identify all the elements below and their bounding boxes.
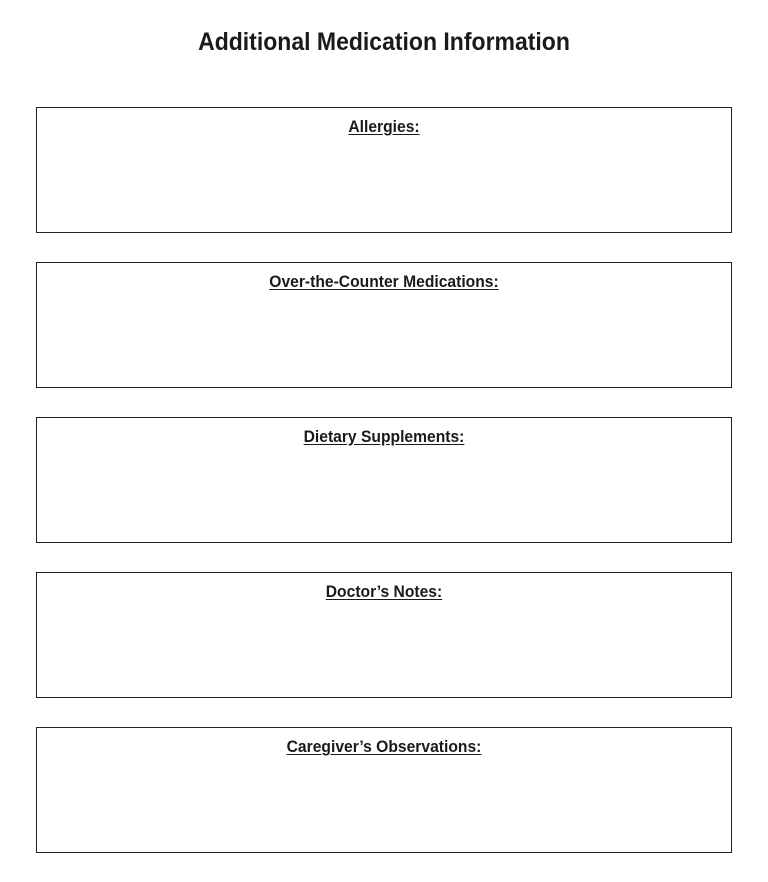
otc-medications-entry-area[interactable] [45, 301, 723, 379]
allergies-entry-area[interactable] [45, 146, 723, 224]
page-title: Additional Medication Information [198, 28, 570, 56]
caregivers-observations-box[interactable] [36, 727, 732, 853]
dietary-supplements-entry-area[interactable] [45, 456, 723, 534]
form-sections [36, 107, 732, 882]
doctors-notes-box[interactable] [36, 572, 732, 698]
caregivers-observations-entry-area[interactable] [45, 766, 723, 844]
allergies-heading: Allergies: [348, 117, 420, 136]
allergies-box[interactable] [36, 107, 732, 233]
otc-medications-heading: Over-the-Counter Medications: [269, 272, 499, 291]
doctors-notes-entry-area[interactable] [45, 611, 723, 689]
caregivers-observations-heading: Caregiver’s Observations: [286, 737, 482, 756]
dietary-supplements-box[interactable] [36, 417, 732, 543]
dietary-supplements-heading: Dietary Supplements: [303, 427, 465, 446]
doctors-notes-heading: Doctor’s Notes: [325, 582, 443, 601]
otc-medications-box[interactable] [36, 262, 732, 388]
